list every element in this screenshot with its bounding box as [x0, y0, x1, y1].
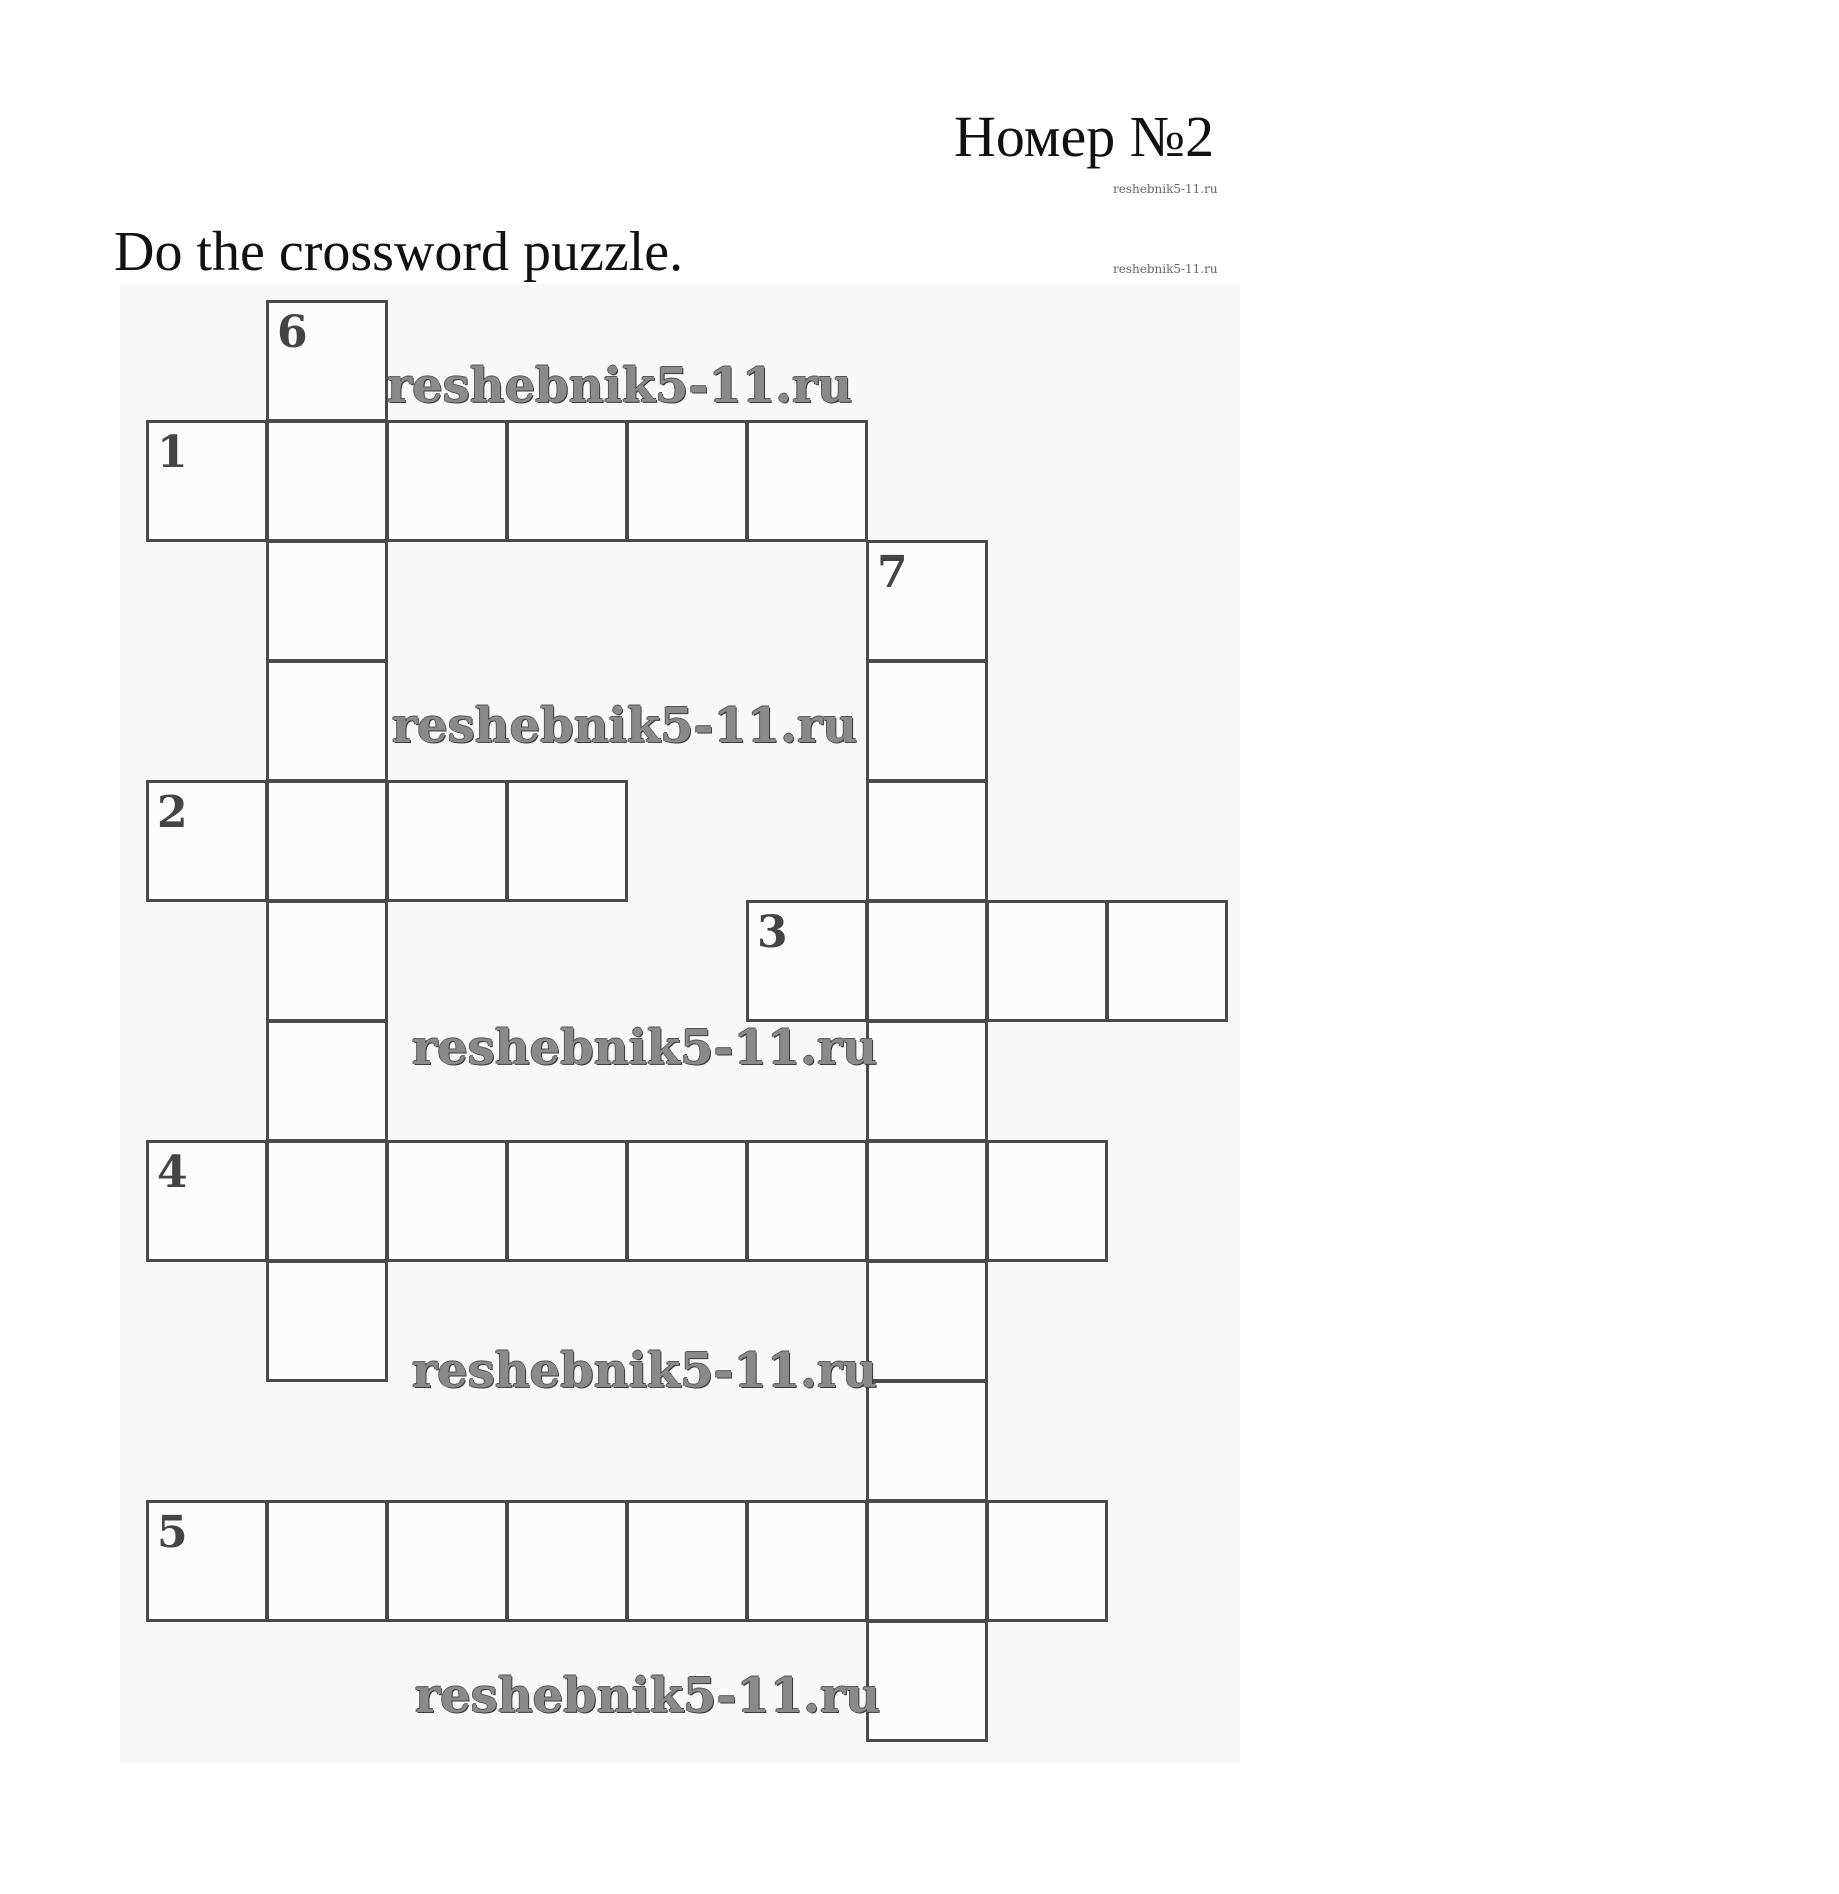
crossword-cell[interactable]: [386, 420, 508, 542]
crossword-cell[interactable]: [1106, 900, 1228, 1022]
clue-number: 6: [277, 307, 308, 358]
crossword-cell[interactable]: [986, 900, 1108, 1022]
clue-number: 7: [877, 547, 908, 598]
crossword-cell[interactable]: [866, 900, 988, 1022]
crossword-cell[interactable]: [506, 420, 628, 542]
crossword-cell[interactable]: [866, 1500, 988, 1622]
crossword-cell[interactable]: [146, 1140, 268, 1262]
crossword-cell[interactable]: [266, 660, 388, 782]
crossword-cell[interactable]: [866, 540, 988, 662]
page-title: Номер №2: [954, 104, 1215, 169]
crossword-cell[interactable]: [626, 420, 748, 542]
crossword-cell[interactable]: [866, 1380, 988, 1502]
crossword-cell[interactable]: [986, 1140, 1108, 1262]
crossword-cell[interactable]: [146, 780, 268, 902]
crossword-cell[interactable]: [386, 1500, 508, 1622]
crossword-cell[interactable]: [266, 1260, 388, 1382]
crossword-cell[interactable]: [266, 300, 388, 422]
crossword-cell[interactable]: [266, 1140, 388, 1262]
crossword-cell[interactable]: [266, 900, 388, 1022]
crossword-cell[interactable]: [866, 1140, 988, 1262]
watermark-small: reshebnik5-11.ru: [1113, 182, 1218, 196]
crossword-cell[interactable]: [746, 1500, 868, 1622]
crossword-cell[interactable]: [866, 660, 988, 782]
crossword-cell[interactable]: [266, 780, 388, 902]
clue-number: 4: [157, 1147, 188, 1198]
crossword-cell[interactable]: [866, 1260, 988, 1382]
crossword-cell[interactable]: [386, 1140, 508, 1262]
crossword-cell[interactable]: [506, 1500, 628, 1622]
crossword-cell[interactable]: [986, 1500, 1108, 1622]
crossword-cell[interactable]: [866, 1620, 988, 1742]
crossword-cell[interactable]: [266, 1500, 388, 1622]
crossword-cell[interactable]: [746, 420, 868, 542]
crossword-cell[interactable]: [866, 780, 988, 902]
watermark-large: reshebnik5-11.ru: [387, 358, 853, 414]
crossword-cell[interactable]: [866, 1020, 988, 1142]
watermark-small: reshebnik5-11.ru: [1113, 262, 1218, 276]
crossword-cell[interactable]: [266, 1020, 388, 1142]
crossword-cell[interactable]: [746, 1140, 868, 1262]
crossword-cell[interactable]: [626, 1140, 748, 1262]
crossword-cell[interactable]: [386, 780, 508, 902]
crossword-cell[interactable]: [506, 1140, 628, 1262]
crossword-cell[interactable]: [266, 540, 388, 662]
crossword-cell[interactable]: [266, 420, 388, 542]
watermark-large: reshebnik5-11.ru: [412, 1020, 878, 1076]
clue-number: 5: [157, 1507, 188, 1558]
watermark-large: reshebnik5-11.ru: [415, 1668, 881, 1724]
crossword-cell[interactable]: [146, 1500, 268, 1622]
clue-number: 1: [157, 427, 188, 478]
crossword-cell[interactable]: [626, 1500, 748, 1622]
crossword-cell[interactable]: [146, 420, 268, 542]
crossword-cell[interactable]: [746, 900, 868, 1022]
clue-number: 3: [757, 907, 788, 958]
task-instruction: Do the crossword puzzle.: [114, 221, 684, 283]
crossword-cell[interactable]: [506, 780, 628, 902]
clue-number: 2: [157, 787, 188, 838]
watermark-large: reshebnik5-11.ru: [412, 1343, 878, 1399]
watermark-large: reshebnik5-11.ru: [392, 698, 858, 754]
